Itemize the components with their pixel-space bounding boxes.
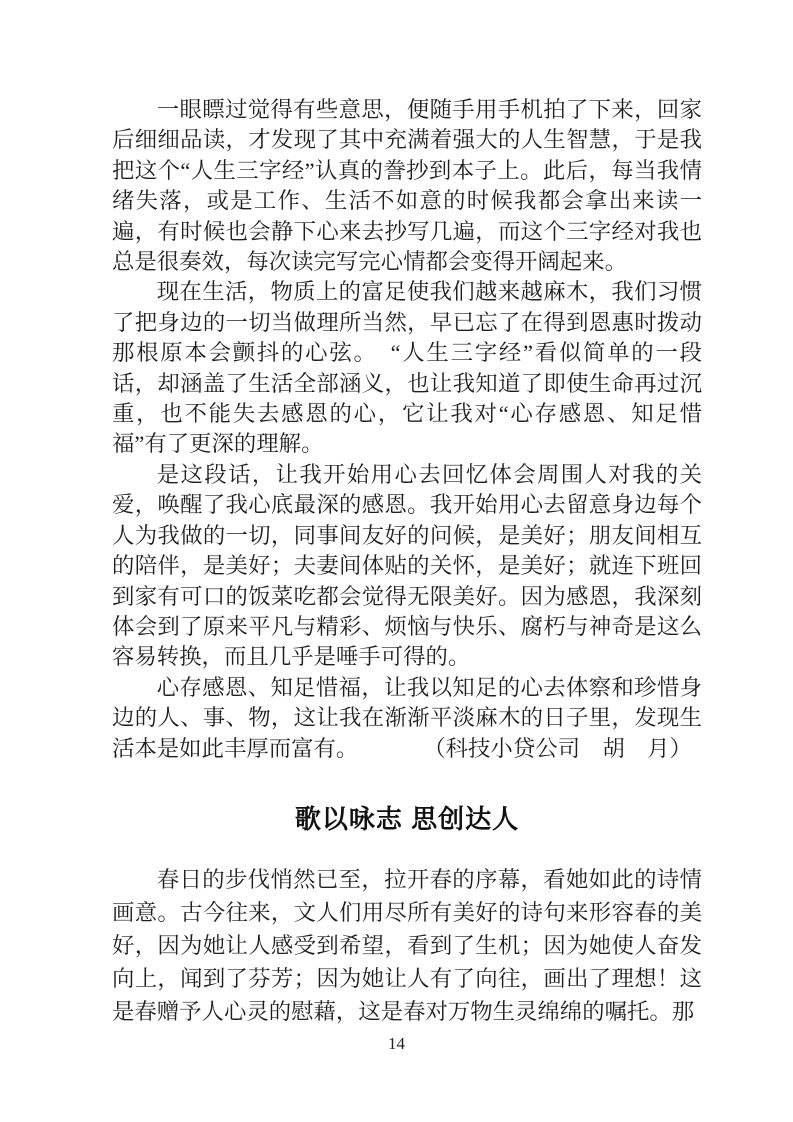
text-column xyxy=(112,95,702,1028)
article-title: 歌以咏志 思创达人 xyxy=(294,803,520,834)
paragraph-gratitude-examples: 是这段话，让我开始用心去回忆体会周围人对我的关爱，唤醒了我心底最深的感恩。我开始用心去留意身边每个人为我做的一切，同事间友好的问候，是美好；朋友间相互的陪伴，是美好；夫妻间体贴的关怀，是美好；就连下班回到家有可口的饭菜吃都会觉得无限美好。因为感恩，我深刻体会到了原来平凡与精彩、烦恼与快乐、腐朽与神奇是这么容易转换，而且几乎是唾手可得的。 xyxy=(112,461,702,670)
paragraph-spring-opening: 春日的步伐悄然已至，拉开春的序幕，看她如此的诗情画意。古今往来，文人们用尽所有美好的诗句来形容春的美好，因为她让人感受到希望，看到了生机；因为她使人奋发向上，闻到了芬芳；因为她让人有了向往，画出了理想！这是春赠予人心灵的慰藉，这是春对万物生灵绵绵的嘱托。那 xyxy=(112,866,702,1024)
author-attribution: （科技小贷公司 胡 月） xyxy=(434,735,692,761)
paragraph-photo-copy: 一眼瞟过觉得有些意思，便随手用手机拍了下来，回家后细细品读，才发现了其中充满着强大的人生智慧，于是我把这个“人生三字经”认真的誊抄到本子上。此后，每当我情绪失落，或是工作、生活不如意的时候我都会拿出来读一遍，有时候也会静下心来去抄写几遍，而这个三字经对我也总是很奏效，每次读完写完心情都会变得开阔起来。 xyxy=(112,97,702,275)
closing-text: 心存感恩、知足惜福，让我以知足的心去体察和珍惜身边的人、事、物，这让我在渐渐平淡麻木的日子里，发现生活本是如此丰厚而富有。 xyxy=(112,674,702,761)
page-number: 14 xyxy=(388,1034,405,1053)
paragraph-material-numbness: 现在生活，物质上的富足使我们越来越麻木，我们习惯了把身边的一切当做理所当然，早已忘了在得到恩惠时拨动那根原本会颤抖的心弦。 “人生三字经”看似简单的一段话，却涵盖了生活全部涵义，也让我知道了即使生命再过沉重，也不能失去感恩的心，它让我对“心存感恩、知足惜福”有了更深的理解。 xyxy=(112,279,702,457)
paragraph-closing xyxy=(112,673,702,764)
